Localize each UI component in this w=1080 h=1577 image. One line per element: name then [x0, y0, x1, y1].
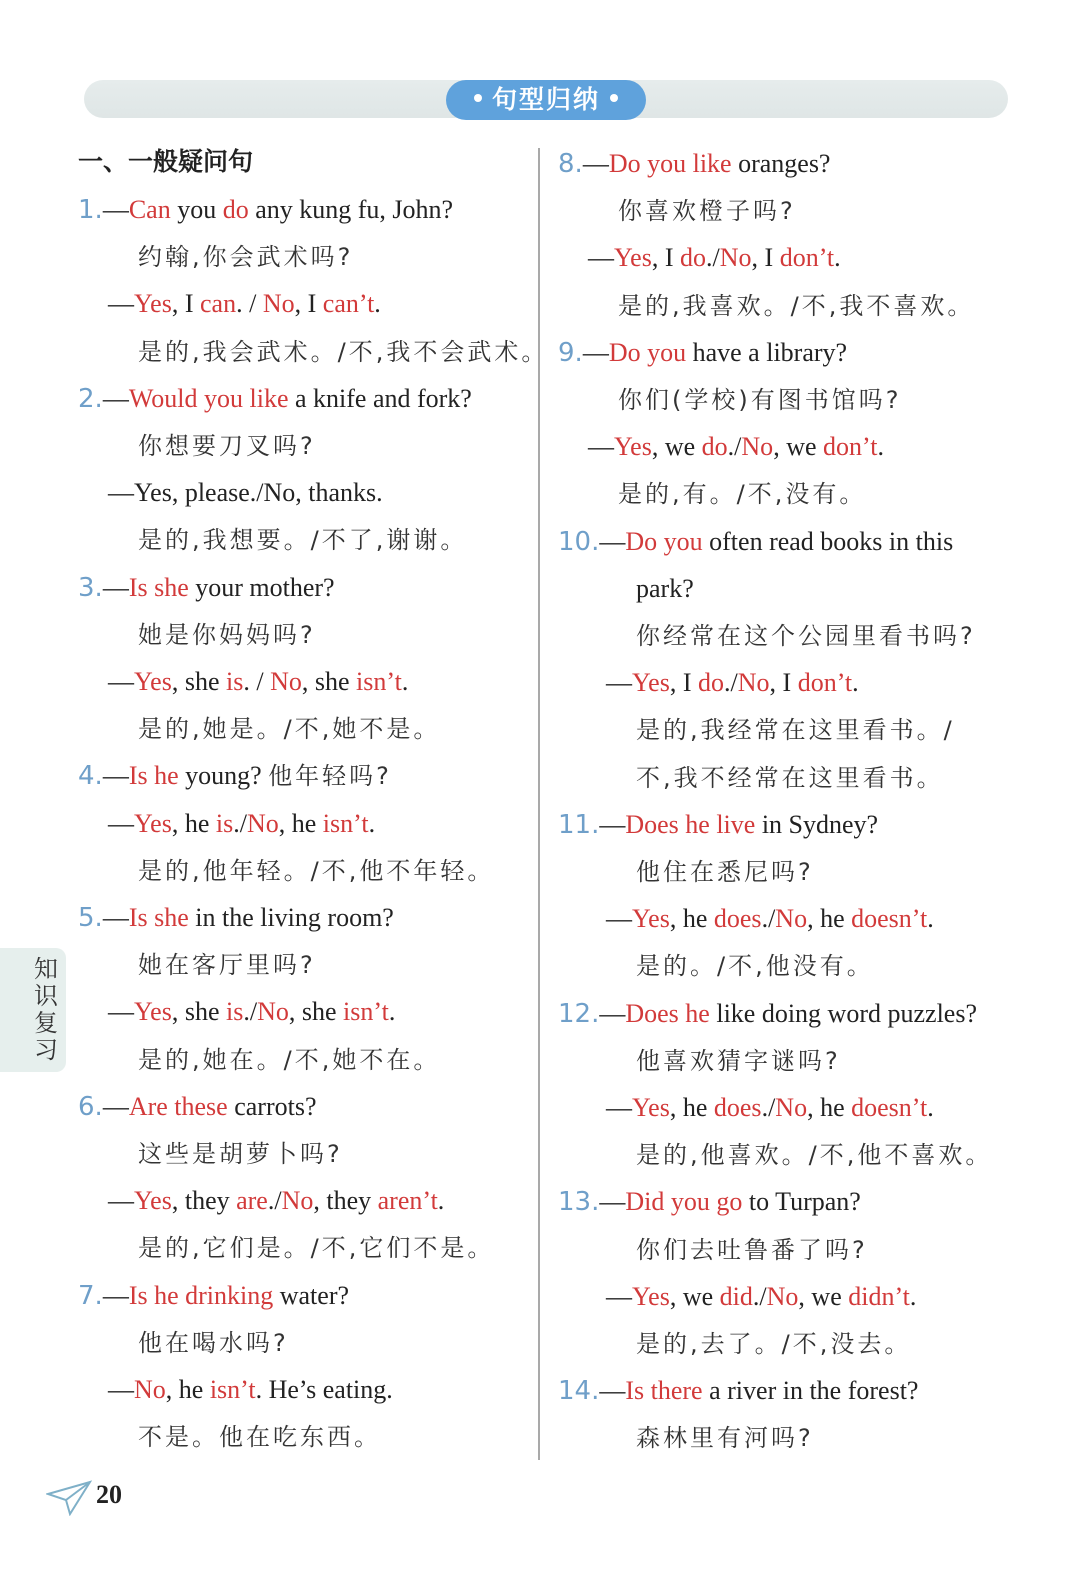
answer-part: No — [281, 1186, 314, 1216]
question-part: carrots? — [227, 1091, 317, 1121]
answer-part: Yes — [134, 808, 172, 838]
answer-part: , he — [278, 808, 323, 838]
dash: — — [599, 526, 626, 556]
question-translation: 约翰,你会武术吗? — [138, 243, 354, 272]
answer-line — [606, 903, 934, 935]
answer-part: is — [226, 667, 244, 696]
answer-part: . — [401, 667, 409, 696]
answer-translation: 是的,有。/不,没有。 — [618, 480, 867, 509]
answer-part: Yes — [632, 1093, 670, 1122]
question-part: have a library? — [686, 337, 848, 367]
dash: — — [108, 667, 134, 696]
item-number: 6. — [78, 1091, 103, 1122]
answer-part: . He’s eating. — [255, 1375, 393, 1404]
side-tab — [0, 948, 66, 1072]
answer-line — [588, 431, 884, 463]
answer-part: No — [766, 1281, 799, 1311]
dash: — — [108, 808, 134, 838]
item-number: 2. — [78, 383, 103, 414]
answer-part: Yes — [134, 1186, 172, 1216]
page-number: 20 — [96, 1480, 122, 1509]
answer-part: , I — [294, 289, 323, 319]
question-part: Are these — [128, 1091, 228, 1121]
question-part: do — [222, 195, 249, 224]
dash: — — [588, 243, 614, 273]
question-translation: 你经常在这个公园里看书吗? — [636, 622, 976, 650]
dash: — — [588, 432, 614, 462]
answer-line — [108, 996, 395, 1028]
section-title: 句型归纳 — [491, 85, 600, 114]
answer-part: , she — [171, 667, 227, 696]
answer-part: No — [262, 289, 295, 319]
question-translation: 你想要刀叉吗? — [138, 432, 316, 460]
answer-part: aren’t — [377, 1186, 438, 1216]
answer-part: don’t — [779, 243, 835, 273]
answer-part: did — [719, 1281, 753, 1311]
question-line — [558, 148, 830, 180]
answer-part: do — [701, 432, 728, 462]
section-title-pill — [446, 80, 646, 120]
answer-part: . — [909, 1281, 917, 1311]
answer-part: , he — [807, 904, 852, 934]
item-number: 13. — [558, 1187, 600, 1218]
question-translation: 他喜欢猜字谜吗? — [636, 1046, 841, 1075]
answer-translation: 是的,我喜欢。/不,我不喜欢。 — [618, 291, 975, 320]
answer-part: No — [775, 1093, 808, 1122]
question-part: Does he live — [625, 809, 756, 839]
question-part: Is he — [128, 761, 179, 791]
dash: — — [102, 383, 129, 413]
dash: — — [102, 903, 129, 932]
dash: — — [102, 761, 129, 791]
answer-part: Yes — [632, 1281, 670, 1311]
answer-translation: 是的。/不,他没有。 — [636, 952, 874, 981]
question-part: Does he — [625, 998, 710, 1028]
question-translation: 你喜欢橙子吗? — [618, 197, 796, 226]
question-part: Do you like — [608, 149, 732, 178]
item-number: 7. — [78, 1280, 103, 1311]
dash: — — [102, 1091, 129, 1121]
question-line — [78, 572, 335, 604]
answer-part: . — [834, 243, 841, 273]
item-number: 9. — [558, 337, 583, 368]
answer-translation: 是的,它们是。/不,它们不是。 — [138, 1234, 495, 1263]
answer-part: do — [698, 668, 725, 698]
dash: — — [582, 337, 609, 367]
answer-part: , she — [288, 997, 344, 1027]
answer-part: , I — [769, 668, 798, 698]
answer-part: doesn’t — [851, 1093, 928, 1122]
question-line — [78, 760, 392, 792]
side-tab-label: 知识复习 — [34, 955, 58, 1064]
item-number: 3. — [78, 572, 103, 603]
question-part: often read books in this — [702, 526, 954, 556]
bullet-dot-icon — [474, 94, 482, 102]
dash: — — [108, 478, 134, 508]
question-part: oranges? — [731, 149, 831, 178]
answer-part: ./ — [706, 243, 720, 273]
answer-part: , we — [669, 1281, 720, 1311]
answer-part: , he — [669, 904, 714, 934]
answer-line — [606, 1092, 934, 1124]
answer-part: , he — [807, 1093, 852, 1122]
answer-part: , he — [669, 1093, 714, 1122]
question-translation: 你们(学校)有图书馆吗? — [618, 386, 902, 414]
question-line — [558, 337, 847, 369]
answer-line — [588, 242, 841, 274]
question-continuation: park? — [636, 573, 694, 603]
answer-part: don’t — [823, 432, 878, 462]
answer-part: , they — [313, 1186, 378, 1216]
question-translation: 你们去吐鲁番了吗? — [636, 1235, 868, 1264]
question-part: your mother? — [188, 572, 335, 602]
item-number: 1. — [78, 195, 103, 225]
answer-translation: 是的,她是。/不,她不是。 — [138, 715, 441, 744]
answer-part: , they — [171, 1186, 237, 1216]
question-line — [558, 526, 953, 558]
answer-part: No — [134, 1375, 166, 1404]
answer-part: No — [246, 808, 279, 838]
item-number: 11. — [558, 809, 600, 840]
question-part: Do you — [608, 337, 687, 367]
item-number: 8. — [558, 149, 583, 179]
answer-line — [108, 477, 383, 509]
question-line — [78, 1091, 317, 1123]
answer-part: isn’t — [322, 808, 369, 838]
question-translation: 这些是胡萝卜吗? — [138, 1140, 343, 1168]
dash: — — [599, 1376, 626, 1406]
question-line — [558, 809, 878, 841]
answer-part: don’t — [797, 668, 853, 698]
dash: — — [108, 997, 134, 1027]
item-number: 12. — [558, 998, 600, 1029]
answer-part: . — [437, 1186, 445, 1216]
answer-part: ./ — [761, 904, 776, 934]
answer-part: No — [775, 904, 808, 934]
answer-part: No — [741, 432, 774, 462]
question-part: young? — [178, 761, 269, 791]
answer-part: No — [737, 668, 770, 698]
question-part: water? — [273, 1280, 350, 1310]
answer-translation: 是的,她在。/不,她不在。 — [138, 1045, 441, 1074]
answer-translation: 不,我不经常在这里看书。 — [636, 763, 944, 792]
answer-translation: 是的,他喜欢。/不,他不喜欢。 — [636, 1141, 993, 1170]
dash: — — [102, 1280, 129, 1310]
answer-part: , he — [171, 808, 216, 838]
question-part: Is there — [625, 1376, 703, 1406]
item-number: 5. — [78, 903, 103, 933]
answer-part: Yes — [632, 904, 670, 934]
dash: — — [102, 195, 129, 224]
question-part: a river in the forest? — [702, 1376, 919, 1406]
question-part: Do you — [625, 526, 703, 556]
answer-line — [108, 1185, 444, 1217]
question-part: to Turpan? — [742, 1187, 861, 1217]
dash: — — [599, 1187, 626, 1217]
answer-part: ./ — [724, 668, 738, 698]
answer-part: . — [877, 432, 884, 462]
answer-part: Yes — [134, 289, 172, 319]
answer-part: isn’t — [343, 997, 389, 1027]
answer-part: Yes — [632, 668, 670, 698]
answer-part: ./ — [267, 1186, 282, 1216]
answer-part: Yes, please./No, thanks. — [134, 478, 383, 508]
answer-part: Yes — [134, 997, 172, 1027]
question-line — [558, 1375, 918, 1407]
answer-line — [108, 666, 408, 698]
question-translation: 他住在悉尼吗? — [636, 858, 814, 886]
answer-part: , I — [669, 668, 699, 698]
dash: — — [606, 904, 632, 934]
answer-part: Yes — [614, 432, 652, 462]
question-translation: 他在喝水吗? — [138, 1328, 289, 1357]
answer-translation: 是的,他年轻。/不,他不年轻。 — [138, 856, 495, 885]
answer-part: , we — [773, 432, 824, 462]
dash: — — [108, 1186, 134, 1216]
answer-part: is — [215, 808, 234, 838]
answer-translation: 是的,去了。/不,没去。 — [636, 1330, 912, 1358]
answer-part: . / — [243, 667, 271, 696]
question-part: Is she — [128, 572, 189, 602]
answer-line — [108, 1374, 393, 1406]
answer-part: isn’t — [356, 667, 402, 696]
answer-part: . — [927, 904, 934, 934]
answer-translation: 是的,我想要。/不了,谢谢。 — [138, 526, 468, 555]
answer-part: Yes — [134, 667, 172, 696]
question-translation: 他年轻吗? — [268, 762, 392, 791]
answer-translation: 是的,我经常在这里看书。/ — [636, 716, 955, 745]
answer-line — [108, 808, 375, 840]
question-line — [78, 1280, 349, 1312]
answer-part: ./ — [727, 432, 742, 462]
answer-part: ./ — [233, 808, 247, 838]
question-line — [78, 383, 472, 415]
item-number: 4. — [78, 761, 103, 792]
answer-part: Yes — [614, 243, 652, 273]
answer-part: . — [374, 289, 381, 319]
question-line — [558, 1186, 861, 1218]
answer-part: , she — [171, 997, 227, 1027]
question-translation: 她是你妈妈吗? — [138, 620, 316, 649]
question-part: Did you go — [625, 1187, 743, 1217]
answer-translation: 是的,我会武术。/不,我不会武术。 — [138, 337, 549, 366]
question-part: Can — [128, 195, 171, 224]
answer-part: , I — [751, 243, 780, 273]
dash: — — [599, 809, 626, 839]
answer-part: . — [388, 997, 396, 1027]
question-part: Is she — [128, 903, 189, 932]
paper-plane-icon — [46, 1480, 92, 1516]
answer-part: doesn’t — [851, 904, 928, 934]
dash: — — [102, 572, 129, 602]
bullet-dot-icon — [610, 94, 618, 102]
question-part: Would you like — [128, 383, 289, 413]
answer-part: ./ — [243, 997, 258, 1027]
dash: — — [108, 289, 134, 319]
question-part: a knife and fork? — [288, 383, 472, 413]
question-part: in the living room? — [188, 903, 394, 932]
dash: — — [599, 998, 626, 1028]
answer-part: do — [680, 243, 707, 273]
answer-part: , I — [651, 243, 681, 273]
answer-line — [606, 1281, 916, 1313]
dash: — — [606, 1281, 632, 1311]
question-line — [78, 194, 453, 226]
dash: — — [582, 149, 609, 178]
answer-part: ./ — [752, 1281, 767, 1311]
answer-part: can’t — [322, 289, 375, 319]
item-number: 14. — [558, 1376, 600, 1407]
question-part: in Sydney? — [755, 809, 879, 839]
subsection-heading: 一、一般疑问句 — [78, 147, 254, 176]
answer-part: didn’t — [848, 1281, 910, 1311]
answer-part: . — [927, 1093, 934, 1122]
answer-line — [108, 288, 381, 320]
answer-part: , we — [651, 432, 702, 462]
answer-part: is — [226, 997, 244, 1027]
answer-part: , she — [301, 667, 357, 696]
question-part: like doing word puzzles? — [709, 998, 977, 1028]
answer-part: No — [257, 997, 289, 1027]
answer-part: ./ — [761, 1093, 776, 1122]
answer-part: . — [852, 668, 859, 698]
question-line — [78, 902, 394, 934]
answer-part: isn’t — [209, 1375, 256, 1404]
answer-part: can — [200, 289, 237, 319]
answer-part: , he — [165, 1375, 210, 1404]
answer-part: , I — [171, 289, 201, 319]
answer-part: . — [368, 808, 376, 838]
answer-translation: 不是。他在吃东西。 — [138, 1423, 381, 1452]
question-translation: 森林里有河吗? — [636, 1424, 814, 1453]
item-number: 10. — [558, 526, 600, 557]
answer-part: does — [713, 904, 762, 934]
answer-part: are — [236, 1186, 268, 1216]
question-translation: 她在客厅里吗? — [138, 951, 316, 980]
answer-part: . / — [236, 289, 263, 319]
question-line — [558, 998, 977, 1030]
dash: — — [606, 668, 632, 698]
answer-part: does — [713, 1093, 762, 1122]
answer-part: No — [719, 243, 752, 273]
answer-part: , we — [798, 1281, 849, 1311]
question-part: Is he drinking — [128, 1280, 274, 1310]
dash: — — [606, 1093, 632, 1122]
question-part: any kung fu, John? — [248, 195, 454, 224]
answer-line — [606, 667, 859, 699]
question-part: you — [170, 195, 223, 224]
dash: — — [108, 1375, 134, 1404]
answer-part: No — [270, 667, 302, 696]
